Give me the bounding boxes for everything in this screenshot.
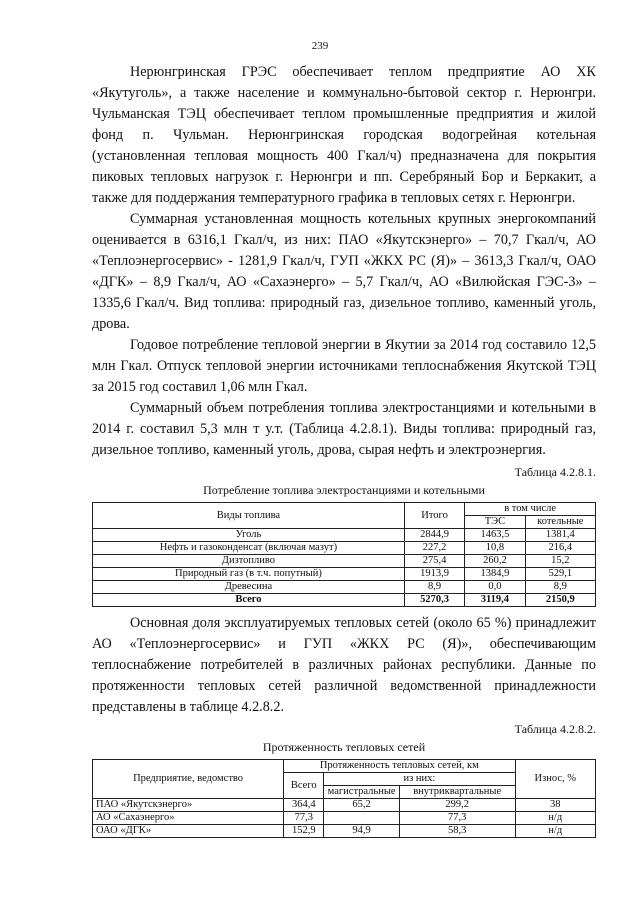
table-cell: 364,4	[284, 799, 324, 812]
table-cell: 227,2	[404, 542, 464, 555]
table-row	[93, 581, 596, 594]
table-cell: 5270,3	[404, 594, 464, 607]
table-cell: ОАО «ДГК»	[93, 825, 284, 838]
paragraph-2: Суммарная установленная мощность котельных крупных энергокомпаний оценивается в 6316,1 Гкал/ч, из них: ПАО «Якутскэнерго» – 70,7 Гкал/ч, АО «Теплоэнергосервис» - 1281,9 Гкал/ч, ГУП «ЖКХ РС (Я)» – 3613,3 Гкал/ч, ОАО «ДГК» – 8,9 Гкал/ч, АО «Сахаэнерго» – 5,7 Гкал/ч, АО «Вилюйская ГЭС-3» – 1335,6 Гкал/ч. Вид топлива: природный газ, дизельное топливо, каменный уголь, дрова.	[92, 211, 596, 332]
page-content	[92, 62, 596, 838]
table-row	[93, 568, 596, 581]
table-row	[93, 555, 596, 568]
table-cell: 275,4	[404, 555, 464, 568]
table-cell: 8,9	[525, 581, 595, 594]
table-cell: Древесина	[93, 581, 405, 594]
table-cell: 8,9	[404, 581, 464, 594]
table1-header-total: Итого	[404, 503, 464, 529]
table-cell: 1384,9	[465, 568, 525, 581]
table-cell	[324, 812, 399, 825]
table1-title: Потребление топлива электростанциями и котельными	[203, 483, 485, 497]
table-cell: Природный газ (в т.ч. попутный)	[93, 568, 405, 581]
table-cell: 94,9	[324, 825, 399, 838]
table-cell: 299,2	[399, 799, 515, 812]
table-cell: 260,2	[465, 555, 525, 568]
table-row	[93, 529, 596, 542]
table-cell: 77,3	[284, 812, 324, 825]
table-cell: 65,2	[324, 799, 399, 812]
table1-header-tes: ТЭС	[465, 516, 525, 529]
table-cell: 2844,9	[404, 529, 464, 542]
table2-number: Таблица 4.2.8.2.	[514, 722, 596, 736]
table-cell: 77,3	[399, 812, 515, 825]
heat-networks-table	[92, 759, 596, 838]
paragraph-1: Нерюнгринская ГРЭС обеспечивает теплом предприятие АО ХК «Якутуголь», а также население и коммунально-бытовой сектор г. Нерюнгри. Чульманская ТЭЦ обеспечивает теплом промышленные предприятия и жилой фонд п. Чульман. Нерюнгринская городская водогрейная котельная (установленная тепловая мощность 400 Гкал/ч) предназначена для покрытия пиковых тепловых нагрузок г. Нерюнгри и пп. Серебряный Бор и Беркакит, а также для поддержания температурного графика в тепловых сетях г. Нерюнгри.	[92, 64, 596, 206]
table-cell: ПАО «Якутскэнерго»	[93, 799, 284, 812]
table1-number: Таблица 4.2.8.1.	[514, 465, 596, 479]
table-cell: Нефть и газоконденсат (включая мазут)	[93, 542, 405, 555]
table-cell: 1463,5	[465, 529, 525, 542]
table-cell: 0,0	[465, 581, 525, 594]
table2-header-intra: внутриквартальные	[399, 786, 515, 799]
table-cell: Всего	[93, 594, 405, 607]
table-cell: н/д	[515, 825, 596, 838]
table-cell: 15,2	[525, 555, 595, 568]
table-cell: 58,3	[399, 825, 515, 838]
table2-header-main: магистральные	[324, 786, 399, 799]
table-cell: Уголь	[93, 529, 405, 542]
table-cell: 3119,4	[465, 594, 525, 607]
table-cell: 216,4	[525, 542, 595, 555]
table1-header-fuel-type: Виды топлива	[93, 503, 405, 529]
table-cell: 2150,9	[525, 594, 595, 607]
table-total-row	[93, 594, 596, 607]
table-row	[93, 542, 596, 555]
table-cell: АО «Сахаэнерго»	[93, 812, 284, 825]
table-row	[93, 799, 596, 812]
table-cell: 1381,4	[525, 529, 595, 542]
table-cell: 38	[515, 799, 596, 812]
table-row	[93, 825, 596, 838]
table2-header-length: Протяженность тепловых сетей, км	[284, 760, 515, 773]
table2-header-enterprise: Предприятие, ведомство	[93, 760, 284, 799]
table-cell: 529,1	[525, 568, 595, 581]
table-row	[93, 812, 596, 825]
table2-header-wear: Износ, %	[515, 760, 596, 799]
paragraph-3: Годовое потребление тепловой энергии в Якутии за 2014 год составило 12,5 млн Гкал. Отпуск тепловой энергии источниками теплоснабжения Якутской ТЭЦ за 2015 год составил 1,06 млн Гкал.	[92, 337, 596, 395]
table1-header-boilers: котельные	[525, 516, 595, 529]
table-cell: н/д	[515, 812, 596, 825]
table2-title: Протяженность тепловых сетей	[262, 740, 426, 754]
table-cell: Дизтопливо	[93, 555, 405, 568]
paragraph-4: Суммарный объем потребления топлива электростанциями и котельными в 2014 г. составил 5,3 млн т у.т. (Таблица 4.2.8.1). Виды топлива: природный газ, дизельное топливо, каменный уголь, дрова, сырая нефть и электроэнергия.	[92, 400, 596, 458]
paragraph-5: Основная доля эксплуатируемых тепловых сетей (около 65 %) принадлежит АО «Теплоэнергосервис» и ГУП «ЖКХ РС (Я)», обеспечивающим теплоснабжение потребителей в различных районах республики. Данные по протяженности тепловых сетей различной ведомственной принадлежности представлены в таблице 4.2.8.2.	[92, 615, 596, 715]
table-cell: 10,8	[465, 542, 525, 555]
table-cell: 1913,9	[404, 568, 464, 581]
table1-header-including: в том числе	[465, 503, 596, 516]
table2-header-of-them: из них:	[324, 773, 515, 786]
table2-header-total: Всего	[284, 773, 324, 799]
page-number: 239	[311, 40, 329, 52]
fuel-consumption-table	[92, 502, 596, 607]
table-cell: 152,9	[284, 825, 324, 838]
